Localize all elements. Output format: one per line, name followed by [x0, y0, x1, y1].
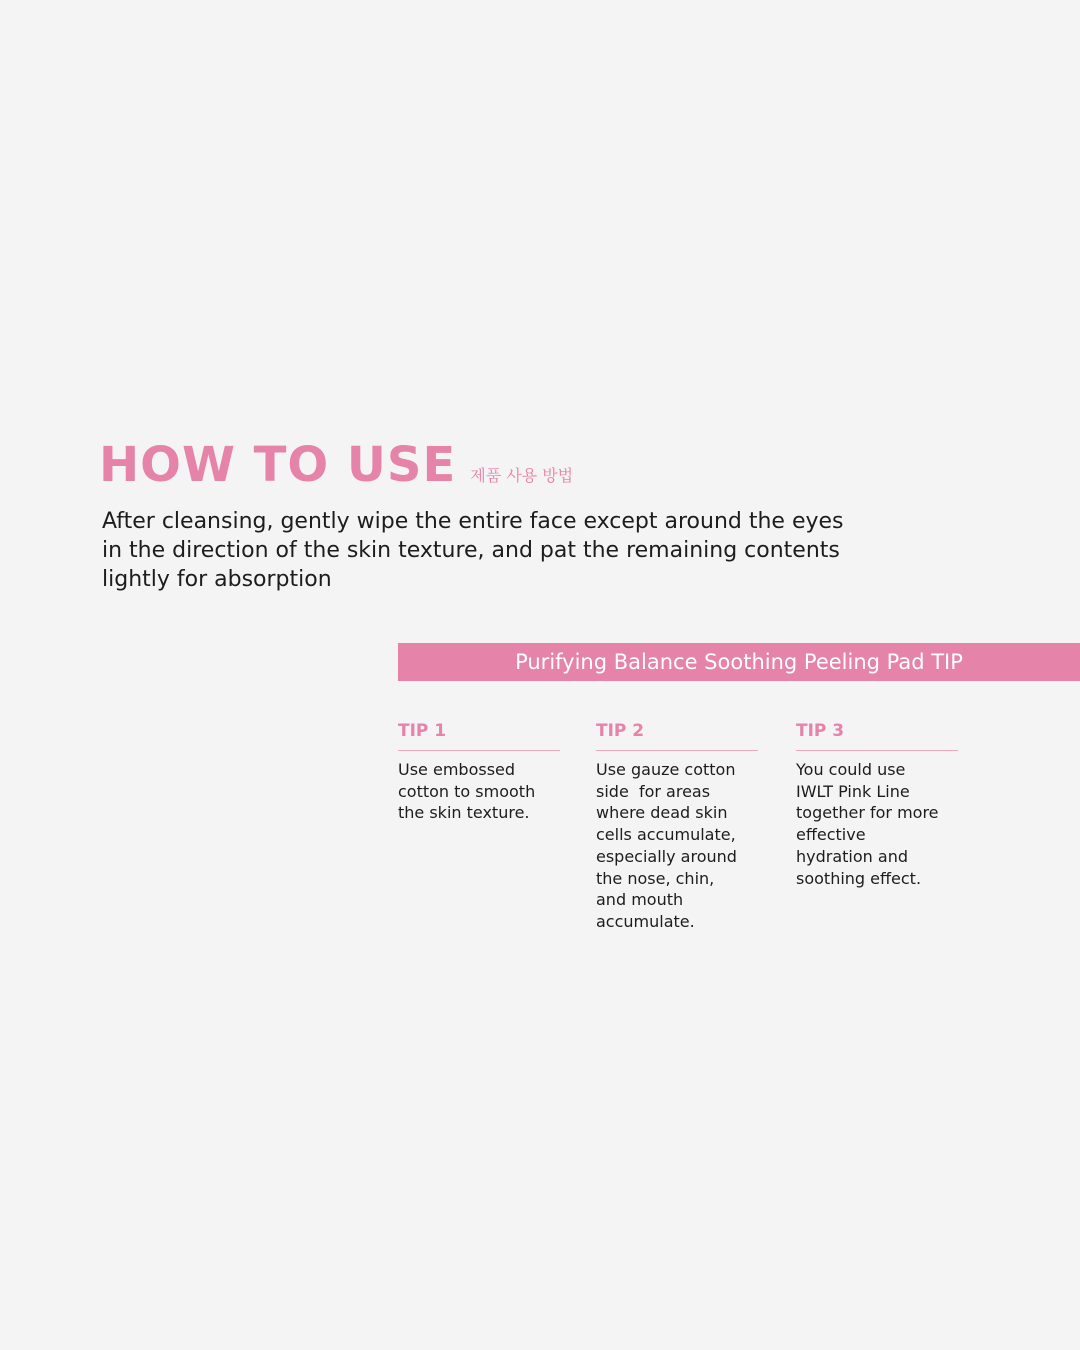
intro-paragraph: [102, 507, 922, 594]
tip-text-line: and mouth: [596, 890, 684, 910]
tip-text: [398, 759, 560, 824]
page-subtitle-korean: 제품 사용 방법: [470, 466, 574, 485]
intro-line: lightly for absorption: [102, 567, 332, 592]
tip-card-3: [796, 720, 958, 889]
tip-label: TIP 3: [796, 720, 958, 751]
intro-line: After cleansing, gently wipe the entire face except around the eyes: [102, 509, 844, 534]
tip-banner: Purifying Balance Soothing Peeling Pad TIP: [398, 643, 1080, 681]
tip-text-line: especially around: [596, 846, 737, 866]
tip-text-line: IWLT Pink Line: [796, 781, 910, 801]
tip-text-line: the skin texture.: [398, 803, 530, 823]
tip-card-1: [398, 720, 560, 824]
tip-text: [596, 759, 758, 933]
intro-line: in the direction of the skin texture, and pat the remaining contents: [102, 538, 840, 563]
tip-text-line: Use gauze cotton: [596, 760, 736, 779]
tip-text-line: together for more: [796, 803, 939, 823]
tip-text-line: hydration and: [796, 846, 908, 866]
tip-text-line: effective: [796, 825, 866, 845]
tip-text-line: You could use: [796, 760, 906, 779]
tip-text-line: where dead skin: [596, 803, 728, 823]
tip-text-line: cotton to smooth: [398, 781, 536, 801]
page-title: HOW TO USE: [99, 437, 457, 493]
tip-label: TIP 2: [596, 720, 758, 751]
tip-text-line: cells accumulate,: [596, 825, 736, 845]
tip-text: [796, 759, 958, 889]
tip-text-line: accumulate.: [596, 911, 695, 931]
tip-text-line: soothing effect.: [796, 868, 922, 888]
tip-label: TIP 1: [398, 720, 560, 751]
tip-text-line: Use embossed: [398, 760, 516, 779]
tip-card-2: [596, 720, 758, 933]
tip-text-line: side for areas: [596, 781, 711, 801]
page-heading: [99, 437, 574, 493]
tip-text-line: the nose, chin,: [596, 868, 715, 888]
